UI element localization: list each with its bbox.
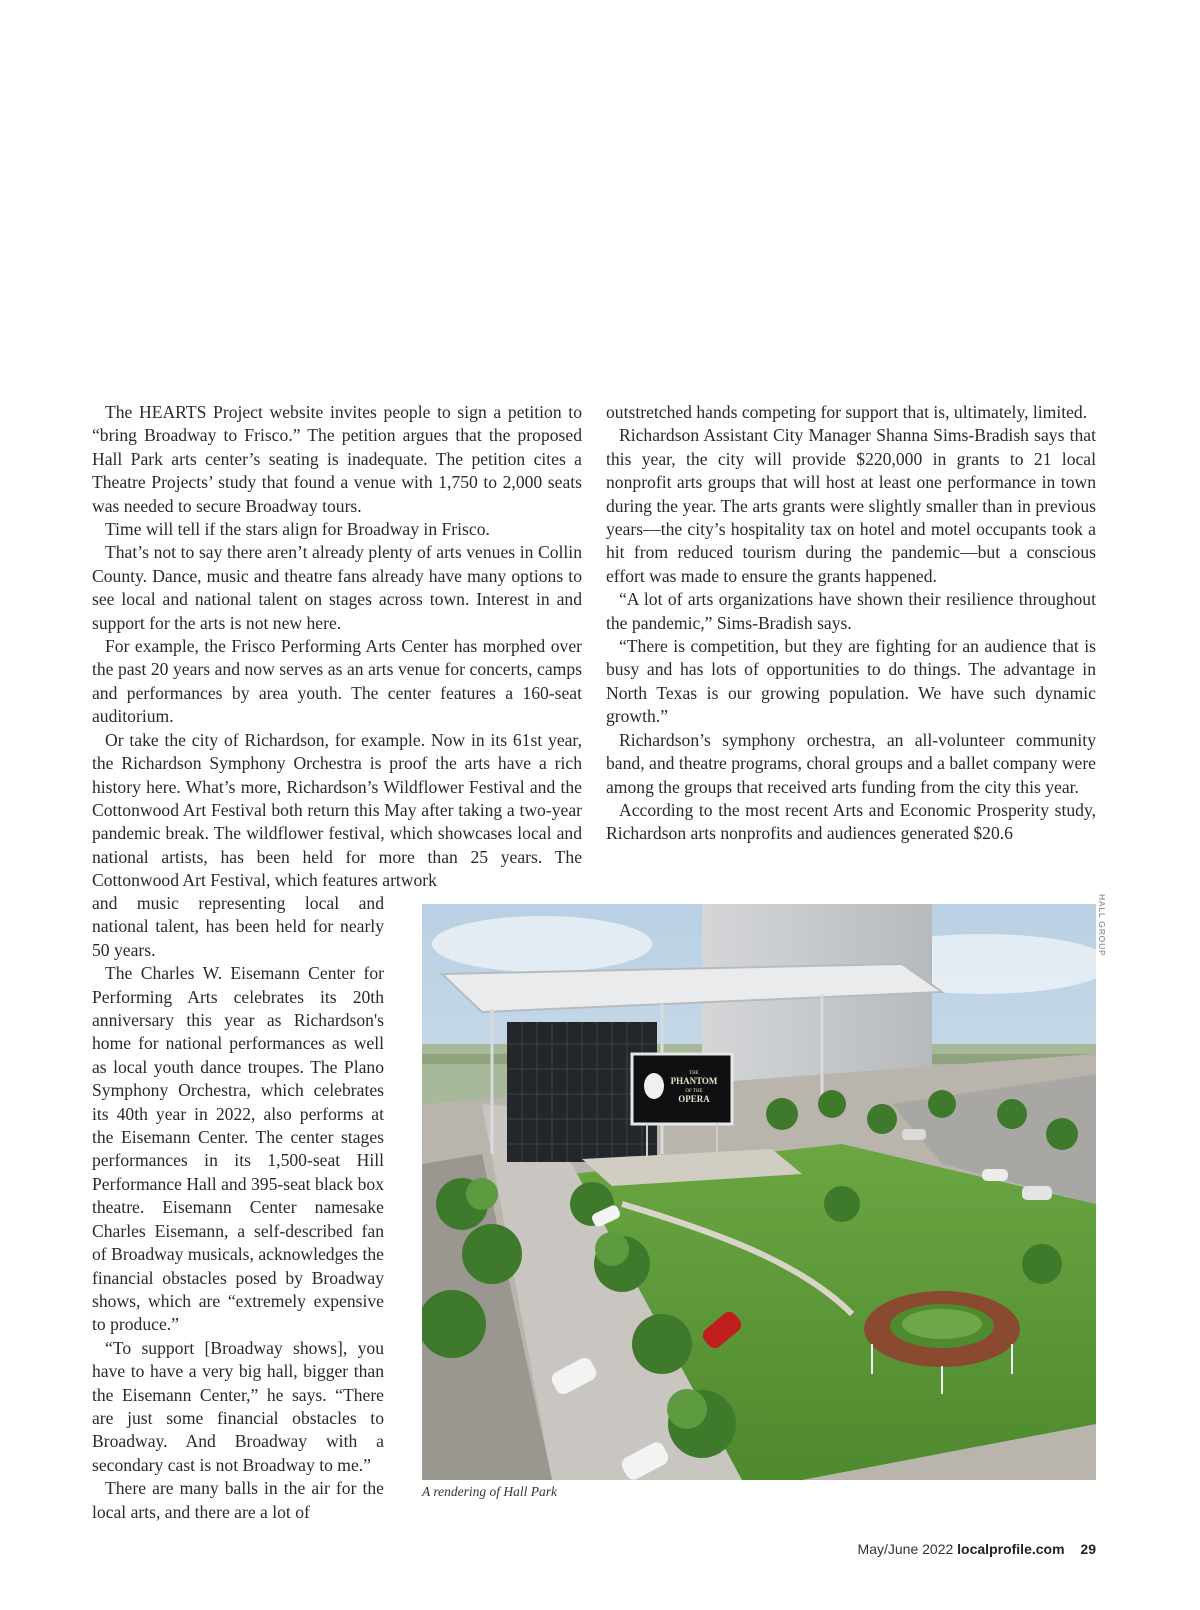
photo-credit: HALL GROUP	[1097, 894, 1107, 957]
billboard-text: OF THE	[685, 1089, 703, 1094]
paragraph: “To support [Broadway shows], you have to have a very big hall, bigger than the Eisemann Center,” he says. “There are just some financial obstacles to Broadway. And Broadway with a secondary cast is not Broadway to me.”	[92, 1337, 384, 1475]
left-column-text	[92, 401, 582, 893]
right-column-text	[606, 401, 1096, 846]
left-narrow-column-text	[92, 892, 384, 1524]
billboard-text: OPERA	[678, 1094, 710, 1104]
issue-date: May/June 2022	[857, 1541, 954, 1557]
page-number: 29	[1080, 1541, 1096, 1557]
paragraph: The HEARTS Project website invites people to sign a petition to “bring Broadway to Frisco.” The petition argues that the proposed Hall Park arts center’s seating is inadequate. The petition cites a Theatre Projects’ study that found a venue with 1,750 to 2,000 seats was needed to secure Broadway tours.	[92, 402, 582, 516]
paragraph: According to the most recent Arts and Economic Prosperity study, Richardson arts nonprofits and audiences generated $20.6	[606, 799, 1096, 844]
photo-caption: A rendering of Hall Park	[422, 1484, 557, 1499]
page-footer	[858, 1541, 1096, 1557]
billboard-text: PHANTOM	[670, 1076, 718, 1086]
paragraph: There are many balls in the air for the local arts, and there are a lot of	[92, 1478, 384, 1522]
paragraph: outstretched hands competing for support that is, ultimately, limited.	[606, 402, 1088, 422]
site-name: localprofile.com	[957, 1541, 1065, 1557]
paragraph: “A lot of arts organizations have shown their resilience throughout the pandemic,” Sims-Bradish says.	[606, 589, 1096, 633]
paragraph: Richardson Assistant City Manager Shanna Sims-Bradish says that this year, the city will provide $220,000 in grants to 21 local nonprofit arts groups that will host at least one performance in town during the year. The arts grants were slightly smaller than in previous years—the city’s hospitality tax on hotel and motel occupants took a hit from reduced tourism during the pandemic—but a conscious effort was made to ensure the grants happened.	[606, 425, 1096, 586]
paragraph: The Charles W. Eisemann Center for Performing Arts celebrates its 20th anniversary this year as Richardson's home for national performances as well as local youth dance troupes. The Plano Symphony Orchestra, which celebrates its 40th year in 2022, also performs at the Eisemann Center. The center stages performances in its 1,500-seat Hill Performance Hall and 395-seat black box theatre. Eisemann Center namesake Charles Eisemann, a self-described fan of Broadway musicals, acknowledges the financial obstacles posed by Broadway shows, which are “extremely expensive to produce.”	[92, 963, 384, 1335]
hall-park-rendering	[422, 904, 1096, 1480]
paragraph: “There is competition, but they are fighting for an audience that is busy and has lots of opportunities to do things. The advantage in North Texas is our growing population. We have such dynamic growth.”	[606, 636, 1096, 727]
billboard-text: THE	[689, 1071, 699, 1076]
paragraph: Or take the city of Richardson, for example. Now in its 61st year, the Richardson Symphony Orchestra is proof the arts have a rich history here. What’s more, Richardson’s Wildflower Festival and the Cottonwood Art Festival both return this May after taking a two-year pandemic break. The wildflower festival, which showcases local and national artists, has been held for more than 25 years. The Cottonwood Art Festival, which features artwork	[92, 729, 582, 891]
rendering-illustration	[422, 904, 1096, 1480]
paragraph: That’s not to say there aren’t already plenty of arts venues in Collin County. Dance, music and theatre fans already have many options to see local and national talent on stages across town. Interest in and support for the arts is not new here.	[92, 542, 582, 633]
paragraph: and music representing local and national talent, has been held for nearly 50 years.	[92, 893, 384, 960]
paragraph: Time will tell if the stars align for Broadway in Frisco.	[105, 519, 490, 540]
paragraph: Richardson’s symphony orchestra, an all-volunteer community band, and theatre programs, choral groups and a ballet company were among the groups that received arts funding from the city this year.	[606, 729, 1096, 797]
paragraph: For example, the Frisco Performing Arts Center has morphed over the past 20 years and now serves as an arts venue for concerts, camps and performances by area youth. The center features a 160-seat auditorium.	[92, 636, 582, 727]
